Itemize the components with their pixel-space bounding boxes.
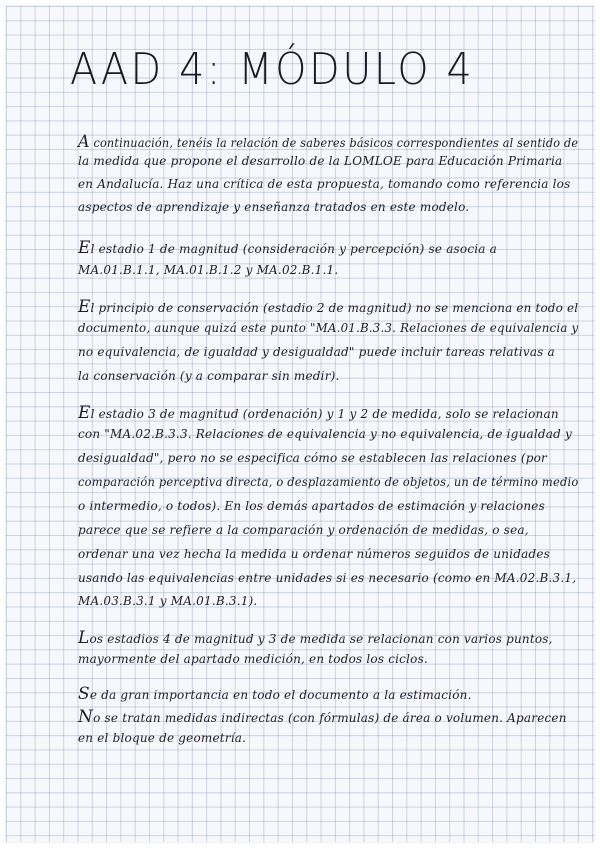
- text-line: MA.01.B.1.1, MA.01.B.1.2 y MA.02.B.1.1.: [78, 263, 339, 277]
- text-line: El estadio 1 de magnitud (consideración y percepción) se asocia a: [78, 238, 498, 258]
- text-line: desigualdad", pero no se especifica cómo se establecen las relaciones (por: [78, 451, 547, 465]
- text-line: El principio de conservación (estadio 2 de magnitud) no se menciona en todo el: [78, 297, 579, 317]
- text-line: usando las equivalencias entre unidades si es necesario (como en MA.02.B.3.1,: [78, 571, 577, 585]
- text-line: El estadio 3 de magnitud (ordenación) y 1 y 2 de medida, solo se relacionan: [78, 403, 559, 423]
- text-line: o intermedio, o todos). En los demás apartados de estimación y relaciones: [78, 499, 545, 513]
- text-line: documento, aunque quizá este punto "MA.01.B.3.3. Relaciones de equivalencia y: [78, 321, 579, 335]
- notebook-page: [6, 6, 594, 842]
- text-line: mayormente del apartado medición, en todos los ciclos.: [78, 652, 428, 666]
- text-line: parece que se refiere a la comparación y ordenación de medidas, o sea,: [78, 523, 529, 537]
- text-line: MA.03.B.3.1 y MA.01.B.3.1).: [78, 594, 258, 608]
- text-line: comparación perceptiva directa, o desplazamiento de objetos, un de término medio: [78, 475, 579, 489]
- text-line: Se da gran importancia en todo el documento a la estimación.: [78, 684, 472, 704]
- text-line: en Andalucía. Haz una crítica de esta propuesta, tomando como referencia los: [78, 177, 571, 191]
- text-line: en el bloque de geometría.: [78, 731, 247, 745]
- text-line: con "MA.02.B.3.3. Relaciones de equivalencia y no equivalencia, de igualdad y: [78, 427, 572, 441]
- page-title: AAD 4: MÓDULO 4: [70, 44, 475, 95]
- text-line: Los estadios 4 de magnitud y 3 de medida se relacionan con varios puntos,: [78, 628, 553, 648]
- text-line: la medida que propone el desarrollo de la LOMLOE para Educación Primaria: [78, 154, 563, 168]
- text-line: ordenar una vez hecha la medida u ordenar números seguidos de unidades: [78, 547, 550, 561]
- text-line: no equivalencia, de igualdad y desigualdad" puede incluir tareas relativas a: [78, 345, 555, 359]
- text-line: A continuación, tenéis la relación de saberes básicos correspondientes al sentido de: [78, 132, 579, 152]
- text-line: la conservación (y a comparar sin medir).: [78, 369, 340, 383]
- text-line: No se tratan medidas indirectas (con fórmulas) de área o volumen. Aparecen: [78, 707, 567, 727]
- text-line: aspectos de aprendizaje y enseñanza tratados en este modelo.: [78, 200, 470, 214]
